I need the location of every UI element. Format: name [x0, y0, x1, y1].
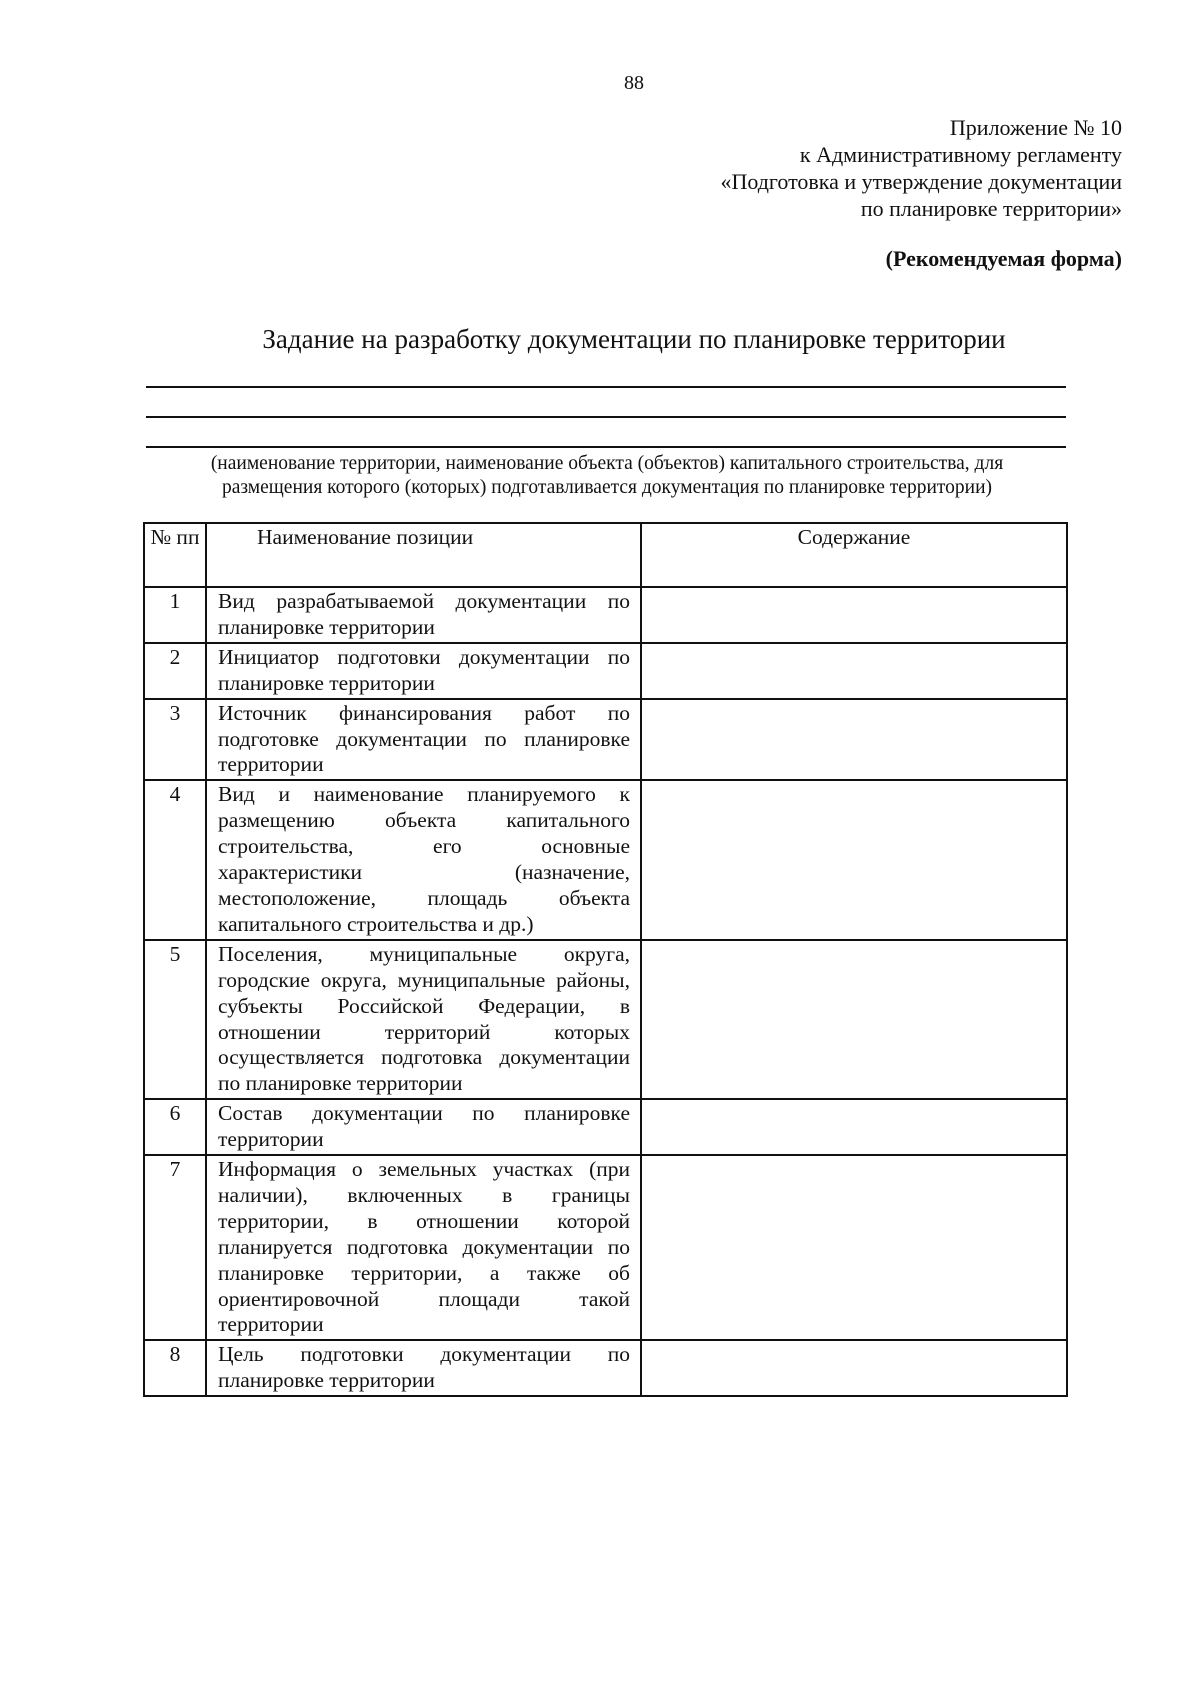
- header-content: Содержание: [641, 523, 1067, 587]
- table-row: [144, 643, 1067, 699]
- fill-line-2[interactable]: [146, 416, 1066, 418]
- row-name: Источник финансирования работ по подготовке документации по планировке территории: [206, 699, 641, 781]
- row-num: 8: [144, 1340, 206, 1396]
- row-content-cell[interactable]: [641, 587, 1067, 643]
- table-row: [144, 587, 1067, 643]
- appendix-header: [720, 114, 1122, 222]
- table-row: [144, 1155, 1067, 1340]
- fill-line-1[interactable]: [146, 386, 1066, 388]
- document-title: Задание на разработку документации по планировке территории: [262, 324, 1006, 354]
- row-num: 7: [144, 1155, 206, 1340]
- fill-line-3[interactable]: [146, 446, 1066, 448]
- task-table: [143, 522, 1068, 1397]
- row-num: 2: [144, 643, 206, 699]
- row-content-cell[interactable]: [641, 1155, 1067, 1340]
- caption-line-1: (наименование территории, наименование объекта (объектов) капитального строительства, для: [210, 453, 1004, 474]
- table-row: [144, 940, 1067, 1099]
- table-row: [144, 780, 1067, 939]
- appendix-line-1: Приложение № 10: [949, 115, 1122, 140]
- table-row: [144, 699, 1067, 781]
- page-number: 88: [624, 72, 644, 94]
- row-name: Вид разрабатываемой документации по планировке территории: [206, 587, 641, 643]
- table-row: [144, 1340, 1067, 1396]
- row-name: Цель подготовки документации по планировке территории: [206, 1340, 641, 1396]
- row-num: 3: [144, 699, 206, 781]
- row-content-cell[interactable]: [641, 1099, 1067, 1155]
- header-num: № пп: [144, 523, 206, 587]
- row-content-cell[interactable]: [641, 1340, 1067, 1396]
- row-name: Состав документации по планировке территории: [206, 1099, 641, 1155]
- caption-line-2: размещения которого (которых) подготавливается документация по планировке территории): [221, 477, 993, 498]
- appendix-line-2: к Административному регламенту: [799, 142, 1122, 167]
- row-num: 4: [144, 780, 206, 939]
- row-name: Инициатор подготовки документации по планировке территории: [206, 643, 641, 699]
- row-num: 6: [144, 1099, 206, 1155]
- territory-caption: [146, 452, 1068, 500]
- row-name: Информация о земельных участках (при наличии), включенных в границы территории, в отношении которой планируется подготовка документации по планировке территории, а также об ориентировочной площади такой территории: [206, 1155, 641, 1340]
- row-content-cell[interactable]: [641, 643, 1067, 699]
- row-content-cell[interactable]: [641, 699, 1067, 781]
- form-note: (Рекомендуемая форма): [885, 246, 1122, 271]
- appendix-line-4: по планировке территории»: [860, 196, 1122, 221]
- row-name: Поселения, муниципальные округа, городские округа, муниципальные районы, субъекты Российской Федерации, в отношении территорий которых осуществляется подготовка документации по планировке территории: [206, 940, 641, 1099]
- appendix-line-3: «Подготовка и утверждение документации: [720, 169, 1122, 194]
- row-content-cell[interactable]: [641, 780, 1067, 939]
- row-num: 5: [144, 940, 206, 1099]
- row-name: Вид и наименование планируемого к размещению объекта капитального строительства, его основные характеристики (назначение, местоположение, площадь объекта капитального строительства и др.): [206, 780, 641, 939]
- row-num: 1: [144, 587, 206, 643]
- table-header-row: [144, 523, 1067, 587]
- header-name: Наименование позиции: [206, 523, 641, 587]
- row-content-cell[interactable]: [641, 940, 1067, 1099]
- table-row: [144, 1099, 1067, 1155]
